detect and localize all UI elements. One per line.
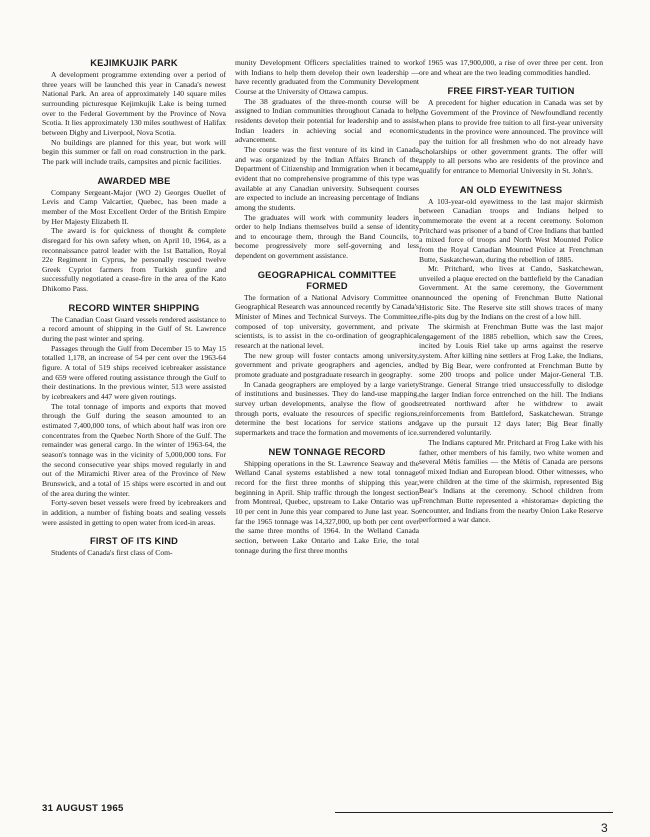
- article-paragraph: Students of Canada's first class of Com-: [51, 548, 173, 558]
- article-title-first-of-its-kind: FIRST OF ITS KIND: [89, 536, 179, 547]
- article-paragraph: The 38 graduates of the three-month course will be assigned to Indian communities throughout Canada to help residents develop their potential for leadership and to assist Indian leaders in achieving social and economic advancement.: [235, 96, 419, 145]
- article-title-an-old-eyewitness: AN OLD EYEWITNESS: [459, 184, 563, 195]
- page-number: 3: [601, 821, 608, 835]
- article-paragraph: of 1965 was 17,900,000, a rise of over three per cent. Iron ore and wheat are the two leading commodities handled.: [419, 58, 603, 77]
- article-paragraph: Mr. Pritchard, who lives at Cando, Saskatchewan, unveiled a plaque erected on the battlefield by the Canadian Government. At the same ceremony, the Government announced the opening of Frenchman Butte National Historic Site. The Reserve site still shows traces of many rifle-pits dug by the Indians on the crest of a low hill.: [419, 264, 603, 322]
- article-title-free-first-year-tuition: FREE FIRST-YEAR TUITION: [447, 86, 575, 97]
- column-left: [42, 58, 226, 558]
- article-paragraph: Passages through the Gulf from December 15 to May 15 totalled 1,178, an increase of 54 per cent over the 1963-64 figure. A total of 519 ships received icebreaker assistance and 659 were offered routing assistance through the Gulf to their destinations. In the previous winter, 513 were assisted by icebreakers and 447 were given routings.: [42, 343, 226, 402]
- article-paragraph: The formation of a National Advisory Committee on Geographical Research was announced recently by Canada's Minister of Mines and Technical Surveys. The Committee, composed of top university, government, and private scientists, is to assist in the co-ordination of geographical research at the national level.: [235, 292, 419, 351]
- article-title-awarded-mbe: AWARDED MBE: [97, 175, 171, 186]
- article-paragraph: A development programme extending over a period of three years will be launched this year in Canada's newest National Park. An area of approximately 140 square miles surrounding picturesque Kejimkujik Lake is being turned over to the Federal Government by the Province of Nova Scotia. It lies approximately 130 miles southwest of Halifax between Digby and Liverpool, Nova Scotia.: [42, 70, 226, 137]
- article-paragraph: Shipping operations in the St. Lawrence Seaway and the Welland Canal systems established a new total tonnage record for the first three months of shipping this year, beginning in April. Ship traffic through the longest section from Montreal, Quebec, upstream to Lake Ontario was up 10 per cent in June this year compared to June last year. So far the 1965 tonnage was 14,327,000, up both per cent over the same three months of 1964. In the Welland Canada section, between Lake Ontario and Lake Erie, the total tonnage during the first three months: [235, 458, 419, 555]
- article-title-kejimkujik-park: KEJIMKUJIK PARK: [90, 58, 178, 68]
- column-right: [419, 58, 603, 525]
- article-paragraph: A 103-year-old eyewitness to the last major skirmish between Canadian troops and Indians helped to commemorate the event at a recent ceremony. Solomon Pritchard was prisoner of a band of Cree Indians that battled a mixed force of troops and North West Mounted Police from the Royal Canadian Mounted Police at Frenchman Butte, Saskatchewan, during the rebellion of 1885.: [419, 196, 603, 264]
- article-paragraph: No buildings are planned for this year, but work will begin this summer or fall on road construction in the park. The park will include trails, campsites and picnic facilities.: [42, 137, 226, 166]
- article-paragraph: The course was the first venture of its kind in Canada and was organized by the Indian Affairs Branch of the Department of Citizenship and Immigration when it became evident that no comprehensive programme of this type was available at any Canadian university. Subsequent courses are expected to include an increasing percentage of Indians among the students.: [235, 144, 419, 212]
- issue-date: 31 AUGUST 1965: [42, 803, 124, 814]
- article-paragraph: The total tonnage of imports and exports that moved through the Gulf during the season amounted to an estimated 7,400,000 tons, of which about half was iron ore concentrates from the Quebec North Shore of the Gulf. The remainder was general cargo. In the winter of 1963-64, the season's tonnage was in the vicinity of 5,000,000 tons. For the second consecutive year ships moved regularly in and out of the Miramichi River area of the Province of New Brunswick, and a total of 15 ships were escorted in and out of the area during the winter.: [42, 401, 226, 498]
- footer-divider: [335, 812, 613, 813]
- column-middle: [235, 58, 419, 555]
- article-title-geographical-committee: GEOGRAPHICAL COMMITTEE: [257, 269, 397, 280]
- article-paragraph: The Canadian Coast Guard vessels rendered assistance to a record amount of shipping in the Gulf of St. Lawrence during the past winter and spring.: [42, 314, 226, 344]
- article-paragraph: The Indians captured Mr. Pritchard at Frog Lake with his father, other members of his family, two white women and several Métis families — the Métis of Canada are persons of mixed Indian and European blood. Other witnesses, who were children at the time of the skirmish, represented Big Bear's Indians at the ceremony. School children from Frenchman Butte represented a «historama» depicting the encounter, and Indians from the nearby Onion Lake Reserve performed a war dance.: [419, 437, 603, 525]
- article-paragraph: The award is for quickness of thought & complete disregard for his own safety when, on April 10, 1964, as a reconnaissance patrol leader with the 1st Battalion, Royal 22e Regiment in Cyprus, he personally rescued twelve Greek Cypriot farmers from Turkish gunfire and successfully negotiated a cease-fire in the area of the Kato Dhikomo Pass.: [42, 226, 226, 294]
- article-paragraph: A precedent for higher education in Canada was set by the Government of the Province of Newfoundland recently when plans to provide free tuition to all first-year university students in the province were announced. The province will pay the tuition for all freshmen who do not already have scholarships or other government grants. The offer will apply to all persons who are residents of the province and qualify for entrance to Memorial University in St. John's.: [419, 98, 603, 175]
- article-title-new-tonnage-record: NEW TONNAGE RECORD: [268, 446, 386, 457]
- article-paragraph: The skirmish at Frenchman Butte was the last major engagement of the 1885 rebellion, which saw the Crees, incited by Louis Riel take up arms against the reserve system. After killing nine settlers at Frog Lake, the Indians, led by Big Bear, were confronted at Frenchman Butte by some 200 troops and police under Major-General T.B. Strange. General Strange tried unsuccessfully to dislodge the larger Indian force entrenched on the hill. The Indians retreated northward after he withdrew to await reinforcements from Battleford, Saskatchewan. Strange gave up the pursuit 12 days later; Big Bear finally surrendered voluntarily.: [419, 322, 603, 438]
- article-paragraph: munity Development Officers specialities trained to work with Indians to help them develop their own leadership — have recently graduated from the Community Development Course at the University of Ottawa campus.: [235, 58, 419, 96]
- article-title-geographical-committee-line2: FORMED: [306, 280, 348, 291]
- article-paragraph: Company Sergeant-Major (WO 2) Georges Ouellet of Levis and Camp Valcartier, Quebec, has been made a member of the Most Excellent Order of the British Empire by Her Majesty Elizabeth II.: [42, 187, 226, 226]
- article-paragraph: Forty-seven beset vessels were freed by icebreakers and in addition, a number of fishing boats and sealing vessels were assisted in getting to open water from iced-in areas.: [42, 498, 226, 527]
- article-paragraph: The new group will foster contacts among university, government and private geographers and agencies, and promote graduate and postgraduate research in geography.: [235, 350, 419, 380]
- article-paragraph: In Canada geographers are employed by a large variety of institutions and businesses. They do land-use mapping, survey urban developments, analyse the flow of goods through ports, evaluate the resources of specific regions, determine the best locations for service stations and supermarkets and trace the formation and movements of ice.: [235, 379, 419, 437]
- article-paragraph: The graduates will work with community leaders in order to help Indians themselves build a sense of identity and to encourage them, through the Band Councils, to become progressively more self-governing and less dependent on government assistance.: [235, 212, 419, 261]
- article-title-record-winter-shipping: RECORD WINTER SHIPPING: [68, 302, 200, 313]
